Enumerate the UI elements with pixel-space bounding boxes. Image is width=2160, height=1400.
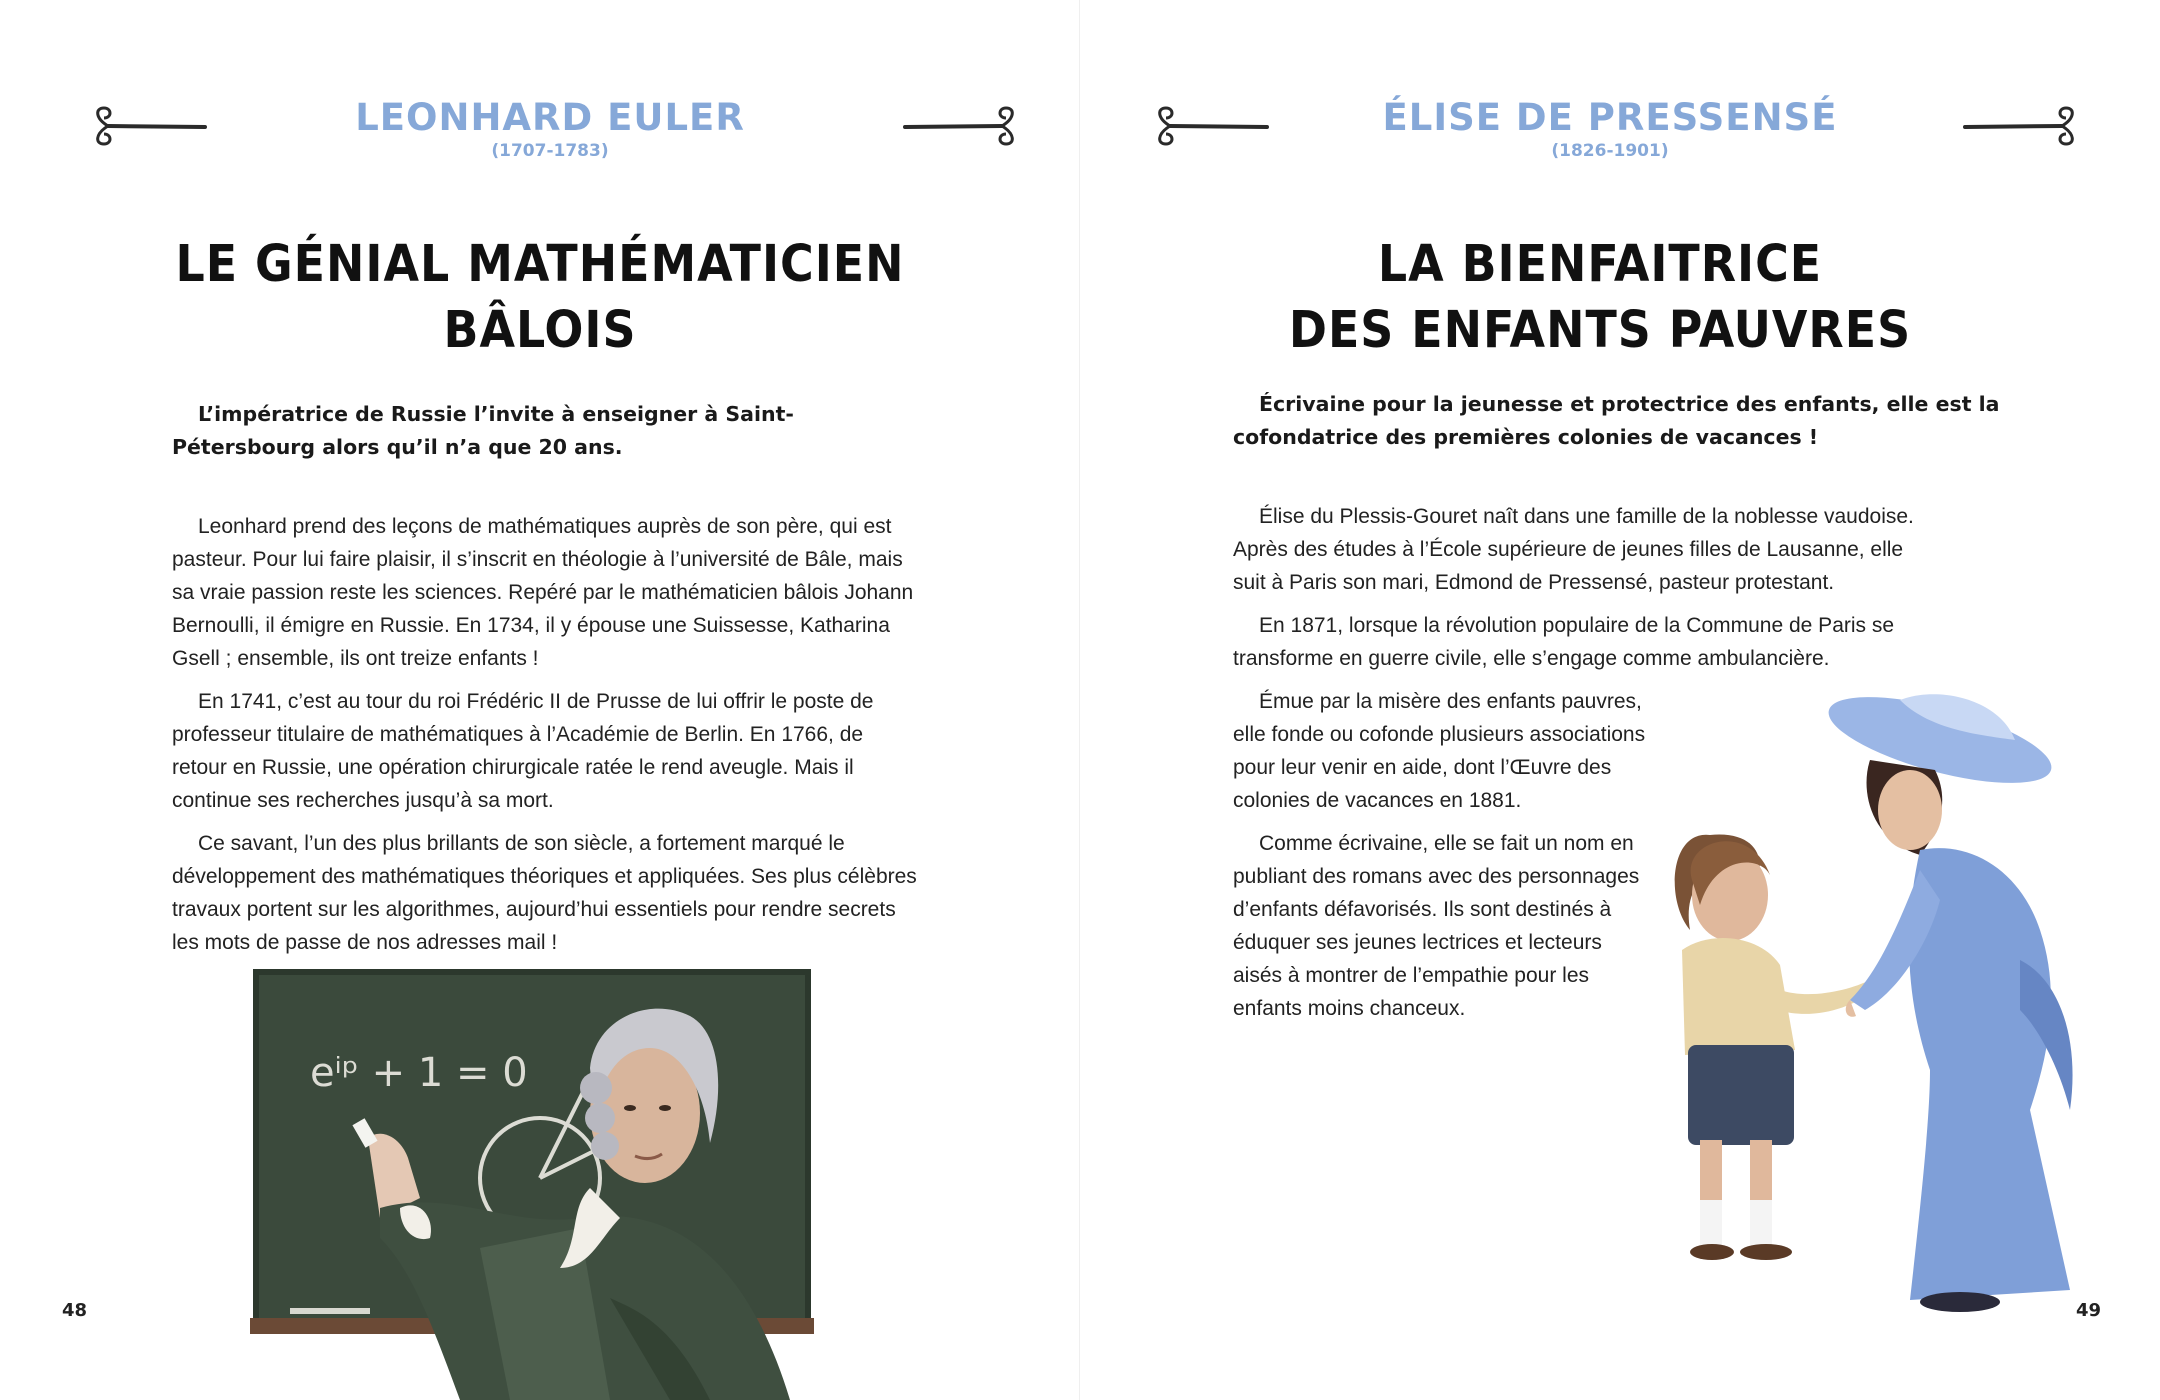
paragraph: Émue par la misère des enfants pauvres, elle fonde ou cofonde plusieurs associations pour leur venir en aide, dont l’Œuvre des colonies de vacances en 1881. <box>1233 690 1646 812</box>
intro-paragraph: L’impératrice de Russie l’invite à enseigner à Saint-Pétersbourg alors qu’il n’a que 20 ans. <box>172 402 794 459</box>
headline-line: BÂLOIS <box>443 301 637 360</box>
person-header <box>140 96 960 162</box>
person-name: LEONHARD EULER <box>355 96 745 139</box>
body-text <box>172 510 917 969</box>
paragraph: Élise du Plessis-Gouret naît dans une famille de la noblesse vaudoise. Après des études à l’École supérieure de jeunes filles de Lausanne, elle suit à Paris son mari, Edmond de Pressensé, pasteur protestant. <box>1233 505 1914 594</box>
person-header <box>1200 96 2020 162</box>
chapter-headline <box>100 232 980 364</box>
person-dates: (1707-1783) <box>491 141 609 161</box>
headline-line: DES ENFANTS PAUVRES <box>1288 301 1912 360</box>
paragraph: Ce savant, l’un des plus brillants de son siècle, a fortement marqué le développement des mathématiques théoriques et appliquées. Ses plus célèbres travaux portent sur les algorithmes, aujourd’hui essentiels pour rendre secrets les mots de passe de nos adresses mail ! <box>172 832 917 954</box>
paragraph: Leonhard prend des leçons de mathématiques auprès de son père, qui est pasteur. Pour lui faire plaisir, il s’inscrit en théologie à l’université de Bâle, mais sa vraie passion reste les sciences. Repéré par le mathématicien bâlois Johann Bernoulli, il émigre en Russie. En 1734, il y épouse une Suissesse, Katharina Gsell ; ensemble, ils ont treize enfants ! <box>172 515 914 670</box>
person-name: ÉLISE DE PRESSENSÉ <box>1382 96 1838 139</box>
body-text-narrow <box>1233 685 1651 1035</box>
page-number: 49 <box>2076 1300 2102 1321</box>
paragraph: En 1741, c’est au tour du roi Frédéric II de Prusse de lui offrir le poste de professeur titulaire de mathématiques à l’Académie de Berlin. En 1766, de retour en Russie, une opération chirurgicale ratée le rend aveugle. Mais il continue ses recherches jusqu’à sa mort. <box>172 690 874 812</box>
elise-illustration <box>1620 690 2140 1320</box>
paragraph: Comme écrivaine, elle se fait un nom en publiant des romans avec des personnages d’enfants défavorisés. Ils sont destinés à éduquer ses jeunes lectrices et lecteurs aisés à montrer de l’empathie pour les enfants moins chanceux. <box>1233 832 1640 1020</box>
page-number: 48 <box>62 1300 88 1321</box>
euler-illustration <box>250 968 820 1400</box>
body-text <box>1233 500 1933 685</box>
chalkboard-formula: eⁱᵖ + 1 = 0 <box>310 1050 528 1096</box>
headline-line: LE GÉNIAL MATHÉMATICIEN <box>175 235 905 294</box>
paragraph: En 1871, lorsque la révolution populaire de la Commune de Paris se transforme en guerre civile, elle s’engage comme ambulancière. <box>1233 614 1895 670</box>
headline-line: LA BIENFAITRICE <box>1377 235 1823 294</box>
intro-paragraph: Écrivaine pour la jeunesse et protectrice des enfants, elle est la cofondatrice des premières colonies de vacances ! <box>1233 392 2000 449</box>
person-dates: (1826-1901) <box>1551 141 1669 161</box>
right-page <box>1080 0 2160 1400</box>
chapter-headline <box>1160 232 2040 364</box>
